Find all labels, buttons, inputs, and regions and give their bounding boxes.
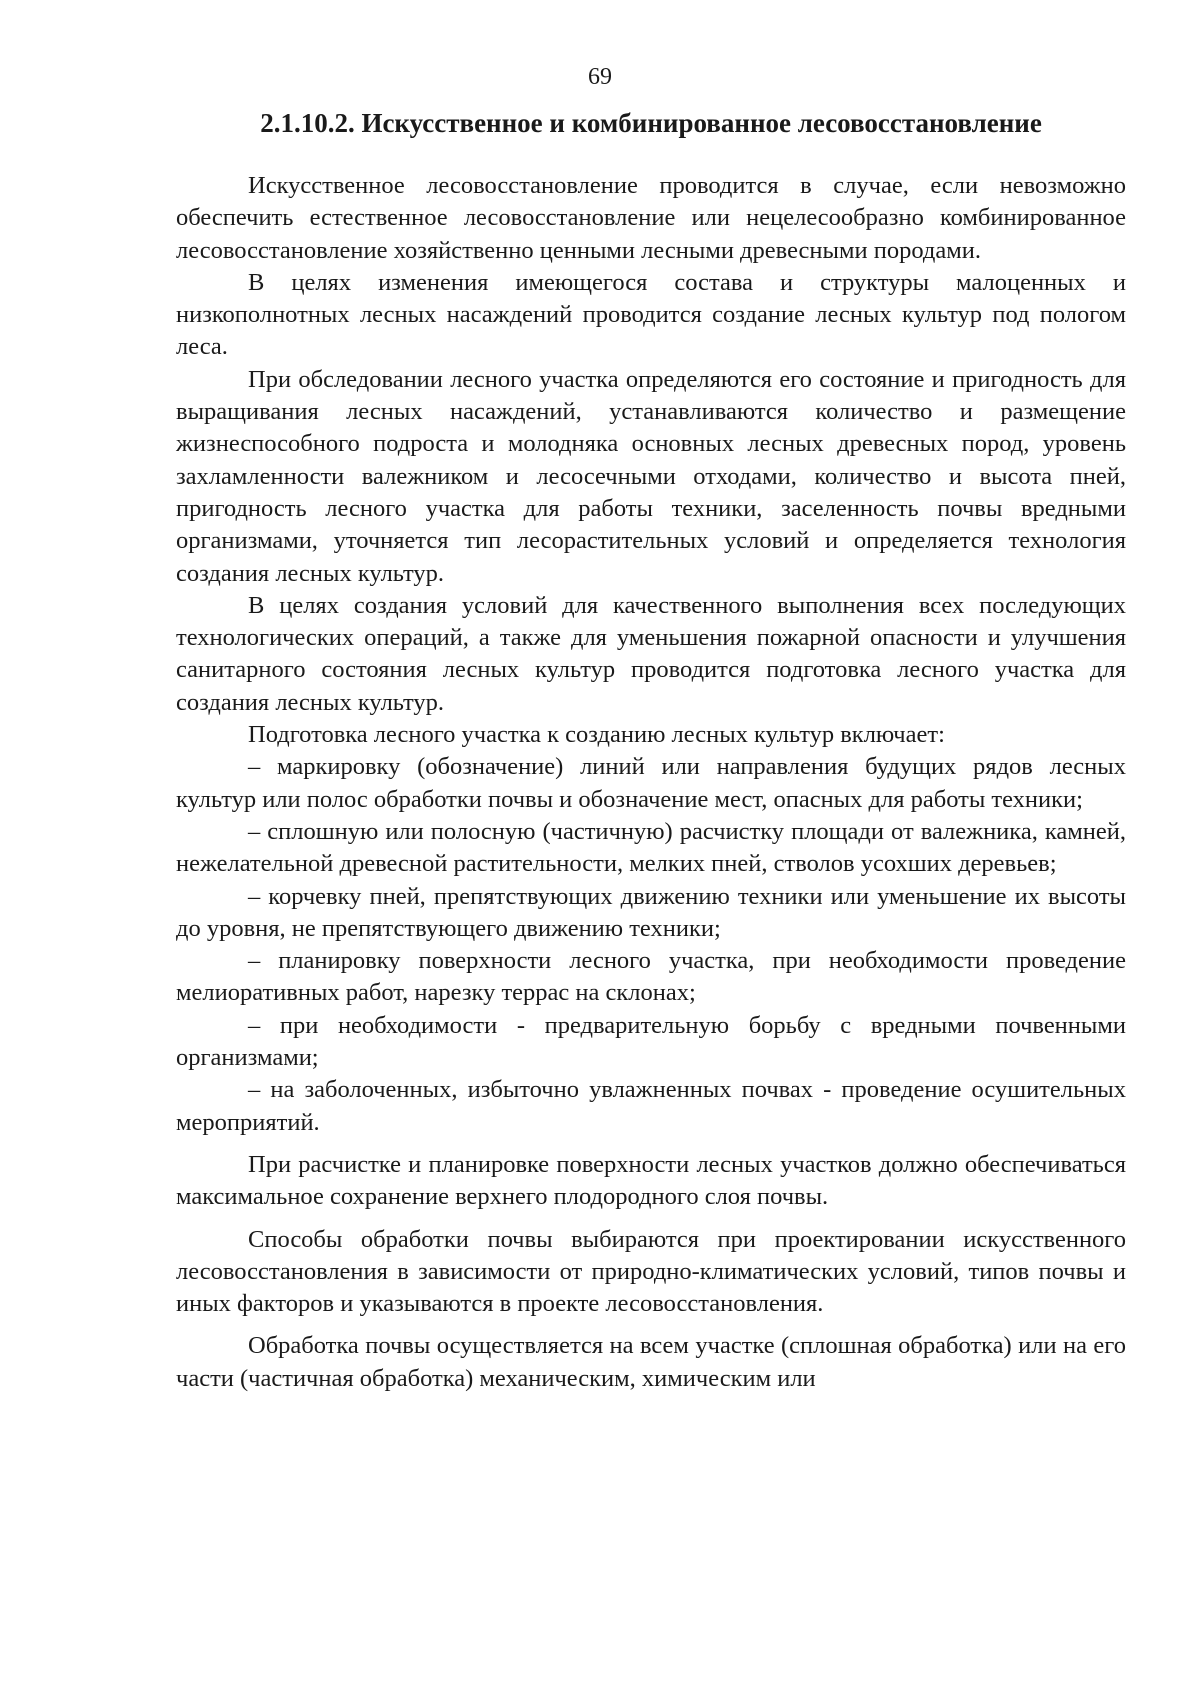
paragraph-tillage-methods: Способы обработки почвы выбираются при проектировании искусственного лесовосстановления в зависимости от природно-климатических условий, типов почвы и иных факторов и указываются в проекте лесовосстановления.: [176, 1225, 1126, 1318]
paragraph-topsoil-preservation: При расчистке и планировке поверхности лесных участков должно обеспечиваться максимальное сохранение верхнего плодородного слоя почвы.: [176, 1150, 1126, 1211]
paragraph-site-preparation-purpose: В целях создания условий для качественного выполнения всех последующих технологических операций, а также для уменьшения пожарной опасности и улучшения санитарного состояния лесных культур проводится подготовка лесного участка для создания лесных культур.: [176, 591, 1126, 716]
body-text: [176, 170, 1126, 1395]
paragraph-tillage-scope: Обработка почвы осуществляется на всем участке (сплошная обработка) или на его части (частичная обработка) механическим, химическим или: [176, 1332, 1126, 1392]
paragraph-underplanting: В целях изменения имеющегося состава и структуры малоценных и низкополнотных лесных насаждений проводится создание лесных культур под пологом леса.: [176, 268, 1126, 361]
list-item-clearing: – сплошную или полосную (частичную) расчистку площади от валежника, камней, нежелательной древесной растительности, мелких пней, стволов усохших деревьев;: [176, 817, 1126, 878]
paragraph-artificial-reforestation: Искусственное лесовосстановление проводится в случае, если невозможно обеспечить естественное лесовосстановление или нецелесообразно комбинированное лесовосстановление хозяйственно ценными лесными древесными породами.: [176, 172, 1126, 264]
list-item-pest-control: – при необходимости - предварительную борьбу с вредными почвенными организмами;: [176, 1011, 1126, 1072]
paragraph-site-survey: При обследовании лесного участка определяются его состояние и пригодность для выращивания лесных насаждений, устанавливаются количество и размещение жизнеспособного подроста и молодняка основных лесных древесных пород, уровень захламленности валежником и лесосечными отходами, количество и высота пней, пригодность лесного участка для работы техники, заселенность почвы вредными организмами, уточняется тип лесорастительных условий и определяется технология создания лесных культур.: [176, 365, 1126, 587]
list-item-drainage: – на заболоченных, избыточно увлажненных почвах - проведение осушительных мероприятий.: [176, 1076, 1126, 1136]
section-heading: 2.1.10.2. Искусственное и комбинированное лесовосстановление: [260, 108, 1042, 138]
paragraph-preparation-includes: Подготовка лесного участка к созданию лесных культур включает:: [248, 721, 945, 749]
list-item-stump-removal: – корчевку пней, препятствующих движению техники или уменьшение их высоты до уровня, не препятствующего движению техники;: [176, 882, 1126, 942]
page-number: 69: [588, 64, 612, 90]
list-item-surface-planning: – планировку поверхности лесного участка, при необходимости проведение мелиоративных работ, нарезку террас на склонах;: [176, 947, 1126, 1007]
list-item-marking: – маркировку (обозначение) линий или направления будущих рядов лесных культур или полос обработки почвы и обозначение мест, опасных для работы техники;: [176, 753, 1126, 813]
